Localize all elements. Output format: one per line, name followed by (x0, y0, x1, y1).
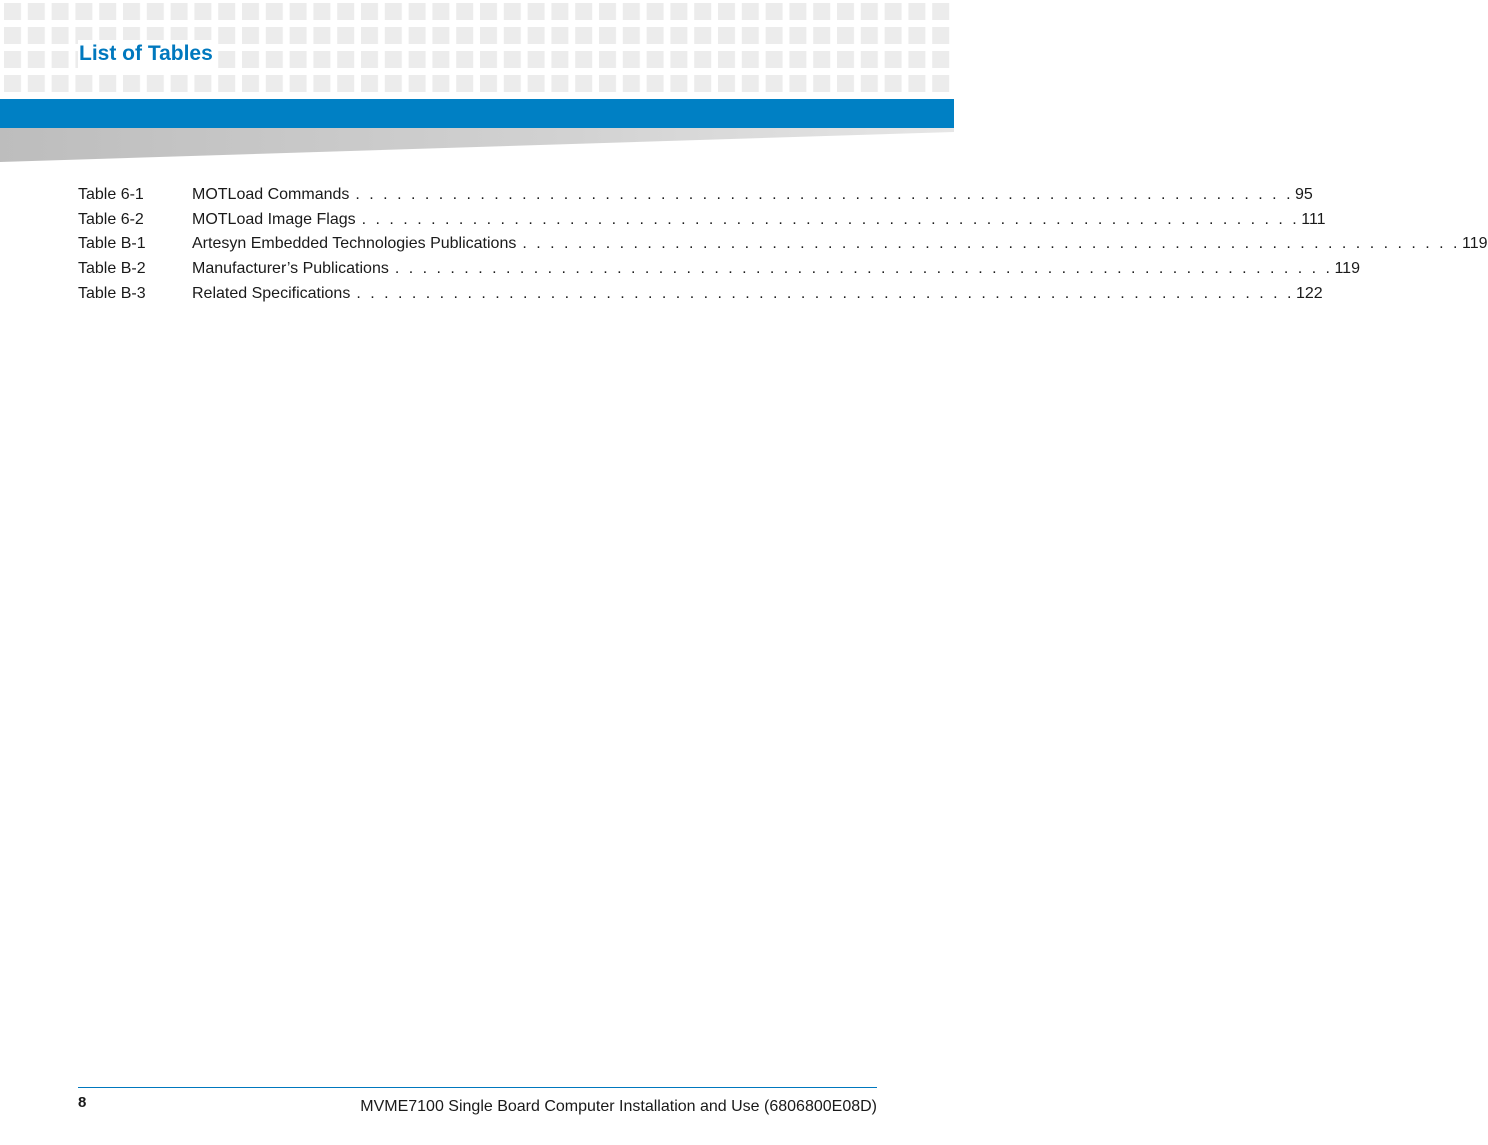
toc-entry-title[interactable]: Artesyn Embedded Technologies Publications (192, 235, 517, 253)
toc-entry-page[interactable]: 122 (1295, 284, 1323, 302)
toc-entry-label: Table B-3 (78, 284, 146, 302)
list-of-tables (78, 183, 1488, 306)
page-number: 8 (78, 1094, 87, 1111)
toc-entry-label: Table B-2 (78, 260, 146, 278)
header-gray-swoosh (0, 128, 954, 164)
toc-entry-label: Table B-1 (78, 235, 146, 253)
toc-entry-label: Table 6-1 (78, 186, 144, 203)
toc-dot-leader: . . . . . . . . . . . . . . . . . . . . . . . . . . . . . . . . . . . . . . . . . . . . . . . . . . . . . . . . . . . . . . . . . . . . (522, 235, 1460, 253)
toc-entry-label: Table 6-2 (78, 210, 144, 228)
toc-dot-leader: . . . . . . . . . . . . . . . . . . . . . . . . . . . . . . . . . . . . . . . . . . . . . . . . . . . . . . . . . . . . . . . . . . . . (394, 260, 1333, 278)
toc-entry[interactable] (78, 232, 1488, 257)
toc-entry-page[interactable]: 119 (1461, 235, 1488, 253)
toc-entry[interactable] (78, 282, 1323, 307)
toc-dot-leader: . . . . . . . . . . . . . . . . . . . . . . . . . . . . . . . . . . . . . . . . . . . . . . . . . . . . . . . . . . . . . . . . . . . . (361, 210, 1300, 228)
toc-entry-page[interactable]: 111 (1301, 210, 1326, 228)
toc-entry-title[interactable]: Manufacturer’s Publications (192, 260, 389, 278)
toc-entry[interactable] (78, 183, 1313, 208)
toc-dot-leader: . . . . . . . . . . . . . . . . . . . . . . . . . . . . . . . . . . . . . . . . . . . . . . . . . . . . . . . . . . . . . . . . . . . . (356, 284, 1294, 302)
toc-entry-title[interactable]: MOTLoad Commands (192, 186, 350, 203)
document-title: MVME7100 Single Board Computer Installation and Use (6806800E08D) (360, 1098, 877, 1115)
toc-entry-title[interactable]: MOTLoad Image Flags (192, 210, 356, 228)
toc-entry-title[interactable]: Related Specifications (192, 284, 351, 302)
page-title: List of Tables (78, 40, 216, 68)
toc-entry[interactable] (78, 208, 1326, 233)
toc-entry-page[interactable]: 119 (1334, 260, 1360, 278)
toc-dot-leader: . . . . . . . . . . . . . . . . . . . . . . . . . . . . . . . . . . . . . . . . . . . . . . . . . . . . . . . . . . . . . . . . . . . . (355, 186, 1294, 203)
toc-entry[interactable] (78, 257, 1360, 282)
toc-entry-page[interactable]: 95 (1295, 186, 1313, 203)
footer-divider (78, 1087, 877, 1088)
header-blue-band (0, 99, 954, 128)
